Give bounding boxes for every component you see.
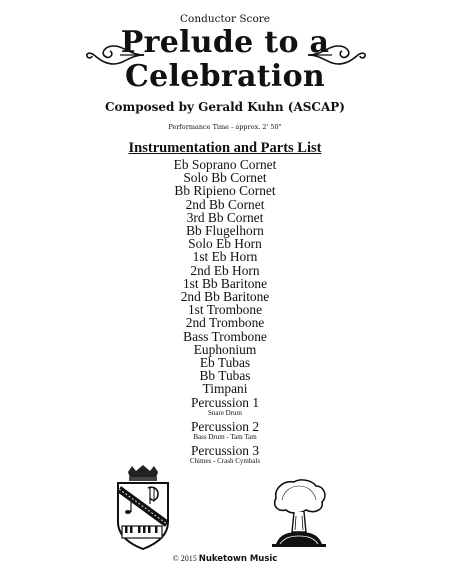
part-item [0,420,450,442]
part-item [0,444,450,466]
part-name: Solo Eb Horn [188,236,262,252]
part-name: 2nd Bb Baritone [180,289,270,305]
title-line-2: Celebration [124,59,326,94]
part-name: Timpani [202,381,248,397]
part-item [0,330,450,343]
part-name: Percussion 1 [190,394,260,410]
parts-list-heading: Instrumentation and Parts List [128,140,322,156]
copyright-text: © 2015 [172,554,197,563]
part-name: Eb Tubas [199,355,251,371]
part-item [0,396,450,418]
part-name: Percussion 3 [190,443,260,459]
part-instruments-note: Chimes - Crash Cymbals [189,457,261,466]
part-name: Bass Trombone [183,328,267,344]
part-item [0,250,450,263]
part-name: 1st Trombone [187,302,263,318]
part-item [0,184,450,197]
part-name: Solo Bb Cornet [183,170,267,186]
publisher-name: Nuketown Music [198,554,278,564]
part-item [0,382,450,395]
part-instruments-note: Snare Drum [207,408,243,417]
copyright-footer [0,554,450,564]
part-item [0,264,450,277]
part-name: Percussion 2 [190,418,260,434]
part-item [0,316,450,329]
part-name: Bb Ripieno Cornet [174,183,276,199]
part-name: Bb Flugelhorn [186,223,264,239]
part-name: 2nd Bb Cornet [185,196,265,212]
composer-credit: Composed by Gerald Kuhn (ASCAP) [105,100,345,114]
part-name: 2nd Trombone [185,315,265,331]
part-name: 2nd Eb Horn [190,262,260,278]
performance-time: Performance Time - approx. 2' 50" [168,123,282,131]
score-type-label: Conductor Score [179,13,270,25]
part-name: 3rd Bb Cornet [186,209,264,225]
parts-list [0,158,450,468]
part-name: Eb Soprano Cornet [173,157,277,172]
part-name: 1st Bb Baritone [182,275,268,291]
part-name: Bb Tubas [199,368,251,384]
part-name: 1st Eb Horn [192,249,258,265]
part-instruments-note: Bass Drum - Tam Tam [193,433,257,442]
part-name: Euphonium [193,341,257,357]
title-line-1: Prelude to a [120,25,330,60]
part-item [0,198,450,211]
stamp-logo-icon [270,478,328,550]
crest-logo-icon [114,464,172,550]
